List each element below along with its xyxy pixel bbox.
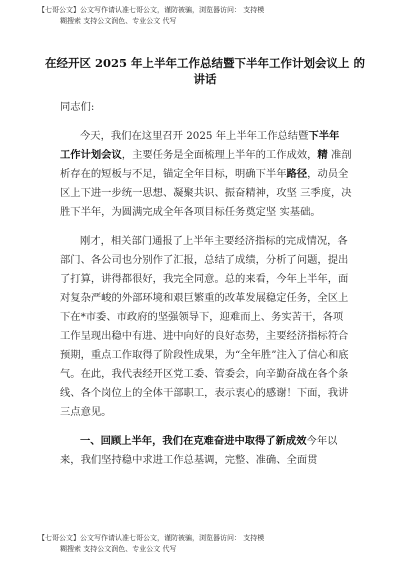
salutation: 同志们: [60, 101, 95, 113]
document-body [60, 98, 352, 470]
opening-emphasis-path: 路径 [286, 168, 308, 180]
opening-emphasis-meeting: 下半年 工作计划会议 [60, 130, 340, 161]
header-banner [38, 5, 384, 27]
opening-text-e: 准剖析存在的短板与不足，锚定全年目标，明确下半年 [60, 149, 352, 180]
header-banner-line-1: 【七哥公文】公文写作请认准七哥公文，谨防被骗，浏览器访问： 支持模 [38, 6, 265, 14]
opening-text-g: ，动员全区上下进一步统一思想、凝聚共识、振奋精神，攻坚 三季度，决胜下半年，为圆满完成全年各项目标任务奠定坚 实基础。 [60, 168, 352, 218]
opening-text-c: ，主要任务是全面梳理上半年的工作成效， [121, 149, 318, 161]
paragraph-section-one [60, 432, 352, 470]
footer-banner-line-2: 糊搜索 支持公文润色、专业公文 代写 [60, 545, 177, 553]
paragraph-review: 刚才，相关部门通报了上半年主要经济指标的完成情况，各部门、各公司也分别作了汇报，总结了成绩，分析了问题，提出了打算，讲得都很好，我完全同意。总的来看，今年上半年，面对复杂严峻的外部环境和艰巨繁重的改革发展稳定任务，全区上下在*市委、市政府的坚强领导下，迎难而上、务实苦干，各项工作呈现出稳中有进、进中向好的良好态势，主要经济指标符合预期，重点工作取得了阶段性成果，为“全年胜”注入了信心和底气。在此，我代表经开区党工委、管委会，向辛勤奋战在各个条线、各个岗位上的全体干部职工，表示衷心的感谢！下面，我讲三点意见。 [60, 235, 349, 418]
section-one-text: 今年以来，我们坚持稳中求进工作总基调，完整、准确、全面贯 [60, 435, 338, 466]
opening-text-a: 今天，我们在这里召开 2025 年上半年工作总结暨 [80, 130, 309, 142]
document-title: 在经开区 2025 年上半年工作总结暨下半年工作计划会议上 的讲话 [44, 56, 365, 86]
header-banner-line-2: 糊搜索 支持公文润色、专业公文 代写 [60, 17, 177, 25]
footer-banner [38, 533, 384, 555]
footer-banner-line-1: 【七哥公文】公文写作请认准七哥公文，谨防被骗，浏览器访问： 支持模 [38, 534, 265, 542]
opening-emphasis-precise: 精 [317, 149, 328, 161]
section-heading-1: 一、回顾上半年，我们在克难奋进中取得了新成效 [80, 435, 307, 447]
paragraph-opening [60, 127, 352, 222]
